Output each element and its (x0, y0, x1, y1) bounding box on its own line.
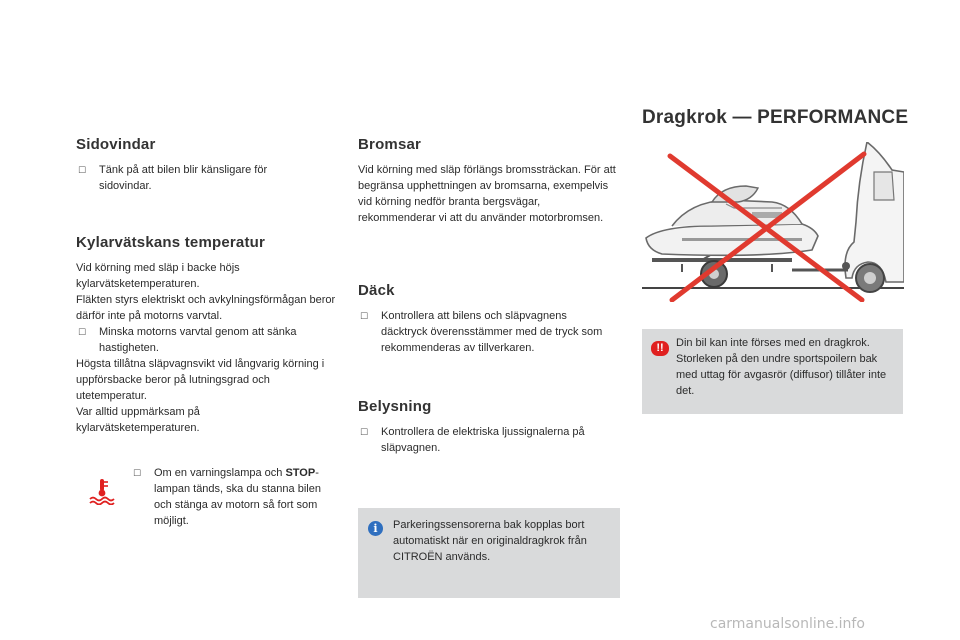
section-dack (358, 282, 623, 356)
warning-icon: !! (651, 341, 669, 356)
heading-belysning: Belysning (358, 398, 432, 415)
heading-kylarvatska: Kylarvätskans temperatur (76, 234, 266, 251)
paragraph-kylar-1: Vid körning med släp i backe höjs kylarvätsketemperaturen. (76, 262, 240, 290)
heading-dragkrok: Dragkrok — PERFORMANCE (642, 107, 909, 128)
coolant-temperature-icon (88, 477, 116, 505)
section-kylarvatska (76, 234, 346, 436)
info-icon: i (368, 521, 383, 536)
bullet-text: Kontrollera de elektriska ljussignalerna på släpvagnen. (381, 426, 585, 454)
paragraph-bromsar: Vid körning med släp förlängs bromssträckan. För att begränsa upphettningen av bromsarna, exempelvis vid körning nedför branta bergsvägar, rekommenderar vi att du använder motorbromsen. (358, 164, 616, 224)
watermark: carmanualsonline.info (710, 616, 865, 632)
heading-bromsar: Bromsar (358, 136, 422, 153)
checkbox-bullet-icon: ☐ (133, 468, 142, 478)
info-box-parking-sensors (358, 508, 620, 598)
bullet-dack (358, 308, 616, 356)
section-sidovindar (76, 136, 346, 194)
bullet-kylar (76, 324, 341, 356)
section-belysning (358, 398, 623, 456)
bullet-text: Minska motorns varvtal genom att sänka hastigheten. (99, 326, 297, 354)
bullet-belysning (358, 424, 626, 456)
heading-dack: Däck (358, 282, 395, 299)
paragraph-kylar-3: Högsta tillåtna släpvagnsvikt vid långvarig körning i uppförsbacke beror på lutningsgrad och utetemperatur. (76, 358, 325, 402)
paragraph-kylar-2: Fläkten styrs elektriskt och avkylningsförmågan beror därför inte på motorns varvtal. (76, 294, 336, 322)
info-text: Parkeringssensorerna bak kopplas bort automatiskt när en originaldragkrok från CITROËN används. (393, 519, 587, 563)
warning-text-before: Om en varningslampa och (154, 467, 286, 479)
heading-sidovindar: Sidovindar (76, 136, 156, 153)
checkbox-bullet-icon: ☐ (360, 427, 369, 437)
bullet-warning-lamp (131, 465, 329, 529)
crossed-out-trailer-illustration (642, 142, 904, 302)
section-bromsar (358, 136, 623, 226)
stop-label: STOP (285, 467, 316, 479)
checkbox-bullet-icon: ☐ (78, 165, 87, 175)
checkbox-bullet-icon: ☐ (360, 311, 369, 321)
bullet-text: Tänk på att bilen blir känsligare för sidovindar. (99, 164, 268, 192)
checkbox-bullet-icon: ☐ (78, 327, 87, 337)
paragraph-kylar-4: Var alltid uppmärksam på kylarvätsketemperaturen. (76, 406, 200, 434)
bullet-sidovindar (76, 162, 314, 194)
warning-text-after: -lampan tänds, ska du stanna bilen och stänga av motorn så fort som möjligt. (154, 467, 321, 527)
bullet-text: Kontrollera att bilens och släpvagnens däcktryck överensstämmer med de tryck som rekommenderas av tillverkaren. (381, 310, 603, 354)
warning-box-dragkrok (642, 329, 903, 414)
warning-box-text: Din bil kan inte förses med en dragkrok. Storleken på den undre sportspoilern bak med uttag för avgasrör (diffusor) tillåter inte det. (676, 337, 887, 397)
warning-lamp-note (86, 465, 326, 535)
